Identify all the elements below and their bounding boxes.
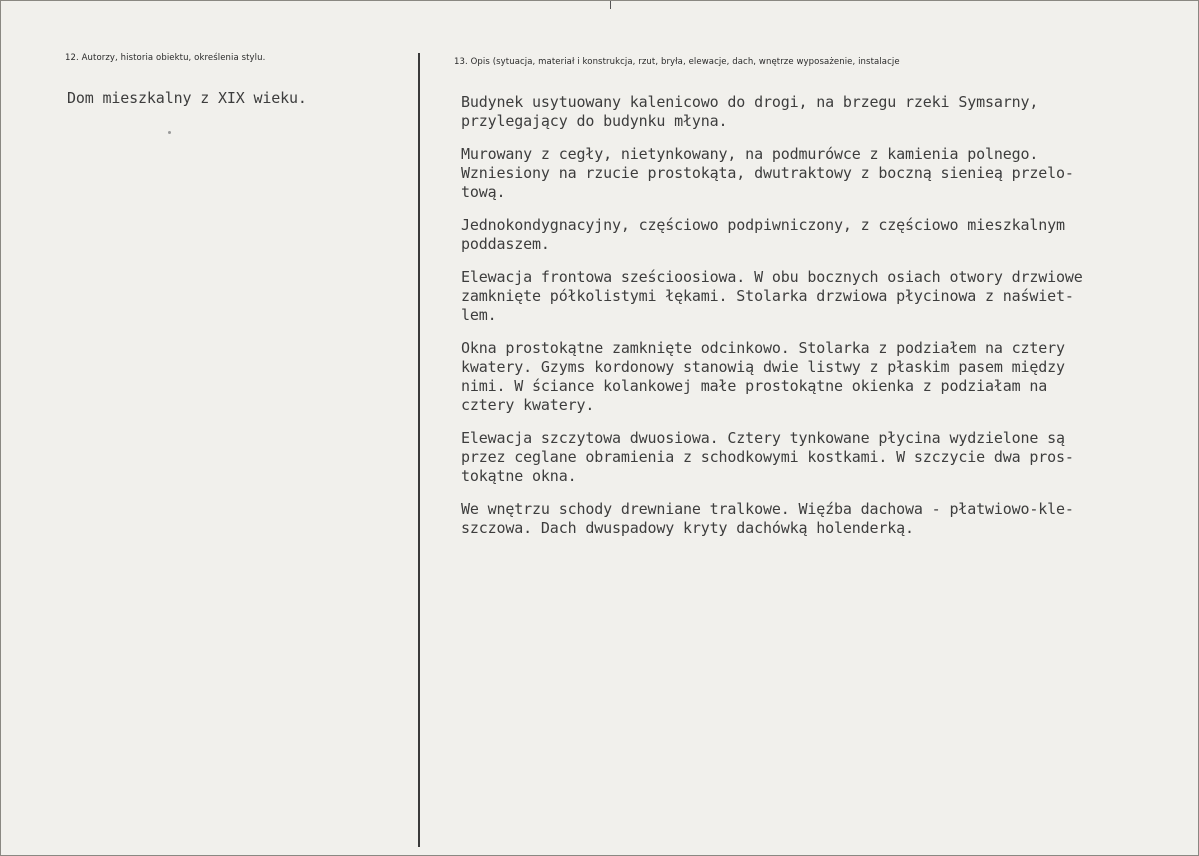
description-paragraph-front-elevation: Elewacja frontowa sześcioosiowa. W obu bocznych osiach otwory drzwiowe zamknięte półkolistymi łękami. Stolarka drzwiowa płycinowa z naświet- lem. [461, 268, 1083, 324]
description-paragraph-location: Budynek usytuowany kalenicowo do drogi, na brzegu rzeki Symsarny, przylegający do budynku młyna. [461, 93, 1039, 130]
description-paragraph-material: Murowany z cegły, nietynkowany, na podmurówce z kamienia polnego. Wzniesiony na rzucie prostokąta, dwutraktowy z boczną sienieą przelo- tową. [461, 145, 1074, 201]
description-paragraph-interior-roof: We wnętrzu schody drewniane tralkowe. Więźba dachowa - płatwiowo-kle- szczowa. Dach dwuspadowy kryty dachówką holenderką. [461, 500, 1074, 537]
description-paragraph-storeys: Jednokondygnacyjny, częściowo podpiwniczony, z częściowo mieszkalnym poddaszem. [461, 216, 1065, 253]
description-paragraph-windows: Okna prostokątne zamknięte odcinkowo. Stolarka z podziałem na cztery kwatery. Gzyms kordonowy stanowią dwie listwy z płaskim pasem między nimi. W ściance kolankowej małe prostokątne okienka z podziałam na cztery kwatery. [461, 339, 1065, 414]
top-tick-mark [610, 1, 611, 9]
section-12-header: 12. Autorzy, historia obiektu, określenia stylu. [65, 53, 266, 63]
description-paragraph-gable-elevation: Elewacja szczytowa dwuosiowa. Cztery tynkowane płycina wydzielone są przez ceglane obramienia z schodkowymi kostkami. W szczycie dwa pros- tokątne okna. [461, 429, 1074, 485]
section-13-header: 13. Opis (sytuacja, materiał i konstrukcja, rzut, bryła, elewacje, dach, wnętrze wyposażenie, instalacje [454, 57, 900, 67]
description-column [461, 93, 1151, 552]
column-divider [418, 53, 420, 847]
paper-speck [168, 131, 171, 134]
style-history-text: Dom mieszkalny z XIX wieku. [67, 89, 307, 107]
